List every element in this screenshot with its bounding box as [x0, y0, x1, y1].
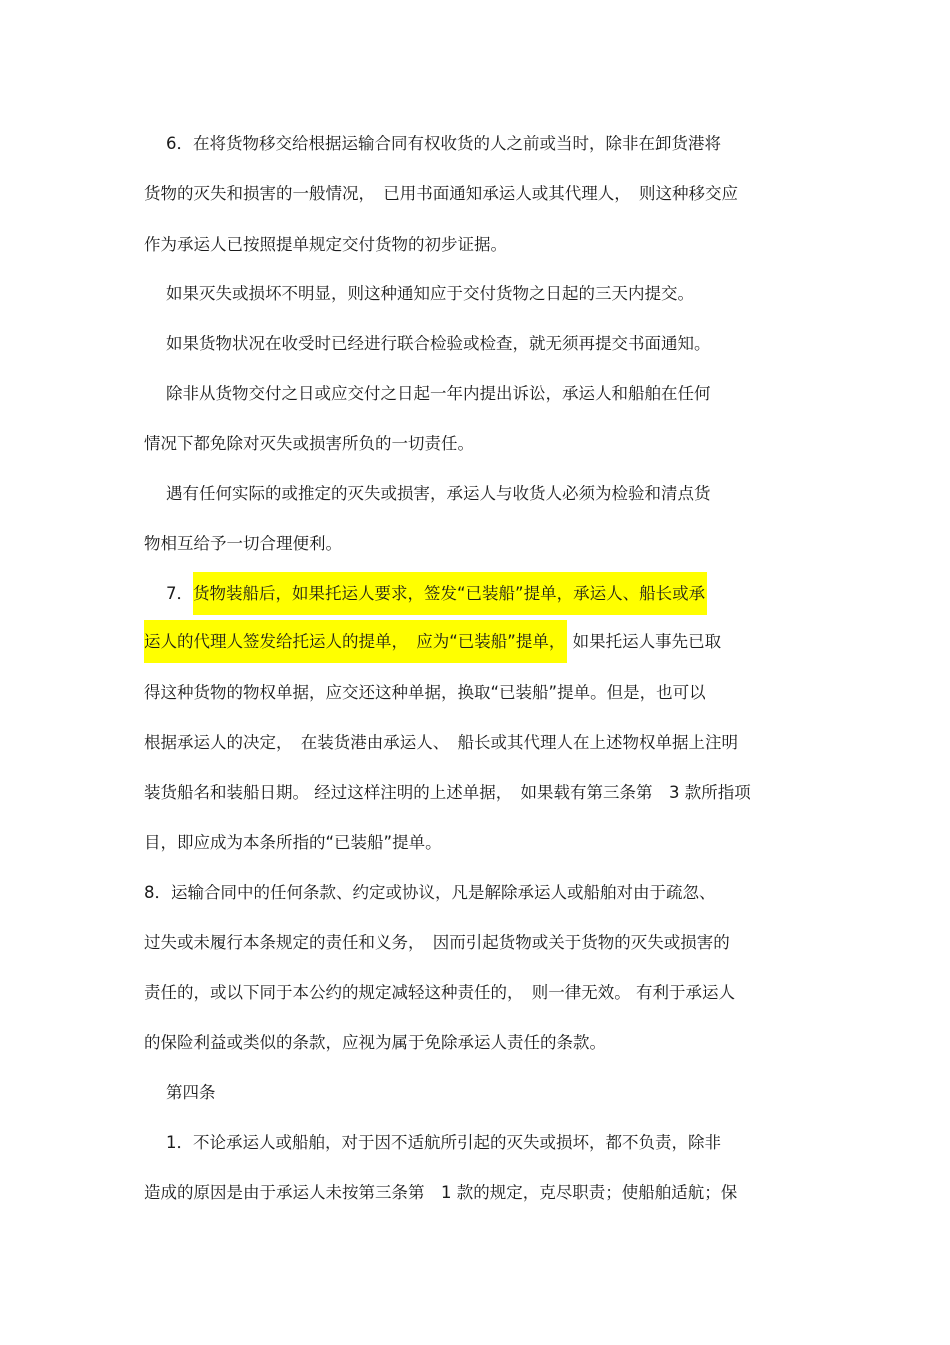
paragraph-line: 根据承运人的决定， 在装货港由承运人、 船长或其代理人在上述物权单据上注明: [144, 733, 738, 752]
paragraph-line: 货物的灭失和损害的一般情况， 已用书面通知承运人或其代理人， 则这种移交应: [144, 184, 738, 203]
paragraph-line-highlighted: [166, 582, 707, 606]
paragraph-line: 装货船名和装船日期。 经过这样注明的上述单据， 如果载有第三条第 3 款所指项: [144, 783, 751, 802]
paragraph-line: 情况下都免除对灭失或损害所负的一切责任。: [144, 434, 474, 453]
plain-text: 如果托运人事先已取: [567, 632, 722, 651]
paragraph-line: 6．在将货物移交给根据运输合同有权收货的人之前或当时，除非在卸货港将: [166, 134, 721, 153]
list-number: 7．: [166, 584, 193, 603]
paragraph-line: 目，即应成为本条所指的“已装船”提单。: [144, 833, 442, 852]
paragraph-line: 8．运输合同中的任何条款、约定或协议，凡是解除承运人或船舶对由于疏忽、: [144, 883, 716, 902]
paragraph-line: 1．不论承运人或船舶，对于因不适航所引起的灭失或损坏，都不负责，除非: [166, 1133, 721, 1152]
paragraph-line: 过失或未履行本条规定的责任和义务， 因而引起货物或关于货物的灭失或损害的: [144, 933, 730, 952]
paragraph-line: 作为承运人已按照提单规定交付货物的初步证据。: [144, 235, 507, 254]
paragraph-line: 责任的，或以下同于本公约的规定减轻这种责任的， 则一律无效。 有利于承运人: [144, 983, 735, 1002]
paragraph-line: 的保险利益或类似的条款，应视为属于免除承运人责任的条款。: [144, 1033, 606, 1052]
paragraph-line: 遇有任何实际的或推定的灭失或损害，承运人与收货人必须为检验和清点货: [166, 484, 711, 503]
paragraph-line-highlighted: [144, 630, 721, 654]
paragraph-line: 得这种货物的物权单据，应交还这种单据，换取“已装船”提单。但是，也可以: [144, 683, 706, 702]
highlighted-text: 货物装船后，如果托运人要求，签发“已装船”提单，承运人、船长或承: [193, 572, 707, 615]
paragraph-line: 除非从货物交付之日或应交付之日起一年内提出诉讼，承运人和船舶在任何: [166, 384, 711, 403]
paragraph-line: 如果货物状况在收受时已经进行联合检验或检查，就无须再提交书面通知。: [166, 334, 711, 353]
paragraph-line: 如果灭失或损坏不明显，则这种通知应于交付货物之日起的三天内提交。: [166, 284, 694, 303]
highlighted-text: 运人的代理人签发给托运人的提单， 应为“已装船”提单，: [144, 620, 567, 663]
section-heading: 第四条: [166, 1083, 216, 1102]
paragraph-line: 物相互给予一切合理便利。: [144, 534, 342, 553]
paragraph-line: 造成的原因是由于承运人未按第三条第 1 款的规定，克尽职责；使船舶适航；保: [144, 1183, 738, 1202]
